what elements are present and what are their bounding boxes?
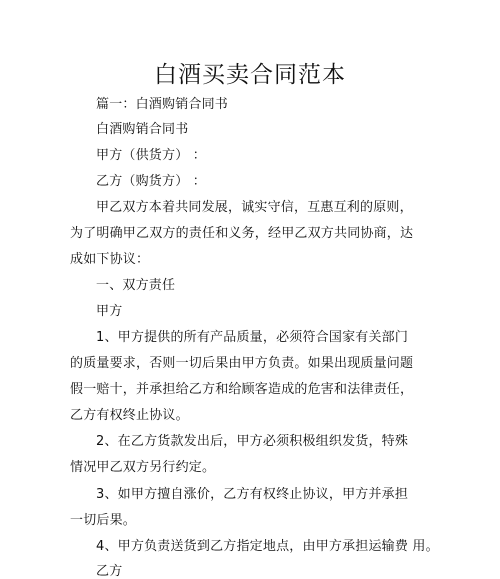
body-text-line: 为了明确甲乙双方的责任和义务，经甲乙双方共同协商，达 [70, 226, 414, 241]
body-text-line: 3、如甲方擅自涨价，乙方有权终止协议，甲方并承担 [96, 487, 409, 502]
party-label: 甲方 [96, 304, 123, 319]
contract-heading: 白酒购销合同书 [96, 122, 189, 137]
body-text-line: 2、在乙方货款发出后，甲方必须积极组织发货，特殊 [96, 434, 409, 449]
body-text-line: 假一赔十，并承担给乙方和给顾客造成的危害和法律责任， [70, 382, 414, 397]
body-text-line: 4、甲方负责送货到乙方指定地点，由甲方承担运输费 用。 [96, 539, 439, 554]
body-text-line: 甲乙双方本着共同发展，诚实守信，互惠互利的原则， [96, 200, 413, 215]
party-a-line: 甲方（供货方） ： [96, 148, 206, 163]
party-b-line: 乙方（购货方） ： [96, 174, 206, 189]
body-text-line: 一切后果。 [70, 513, 137, 528]
body-text-line: 成如下协议： [70, 252, 150, 267]
body-text-line: 1、甲方提供的所有产品质量，必须符合国家有关部门 [96, 330, 409, 345]
body-text-line: 乙方有权终止协议。 [70, 408, 189, 423]
body-text-line: 情况甲乙双方另行约定。 [70, 460, 216, 475]
party-label: 乙方 [96, 564, 123, 579]
subtitle-line: 篇一：白酒购销合同书 [96, 97, 229, 112]
section-heading: 一、双方责任 [96, 278, 176, 293]
body-text-line: 的质量要求，否则一切后果由甲方负责。如果出现质量问题 [70, 356, 414, 371]
document-title: 白酒买卖合同范本 [154, 62, 346, 88]
